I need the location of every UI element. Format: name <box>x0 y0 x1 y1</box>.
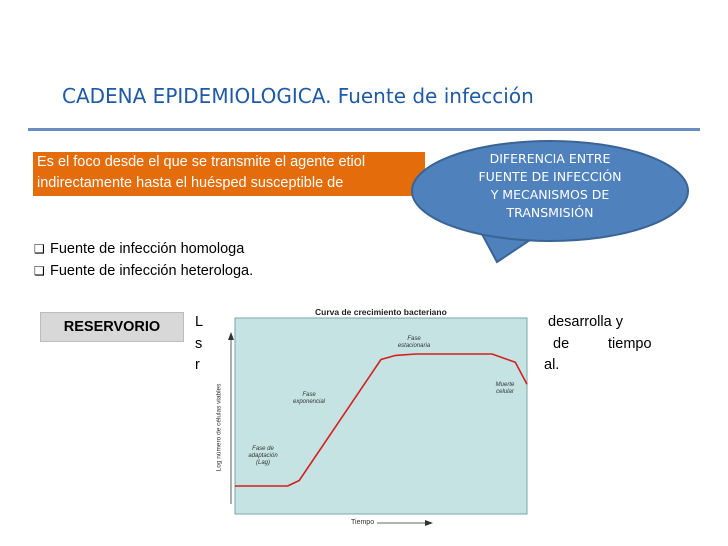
reservorio-text-fragment: tiempo <box>608 336 652 352</box>
callout-line-1: DIFERENCIA ENTRE <box>489 151 611 166</box>
definition-box <box>33 152 425 196</box>
definition-line-1: Es el foco desde el que se transmite el agente etiol <box>37 154 366 170</box>
phase-label-line: estacionaria <box>397 343 431 349</box>
reservorio-text-fragment: desarrolla y <box>548 314 623 330</box>
phase-label-line: Muerte <box>495 382 515 388</box>
callout-line-2: FUENTE DE INFECCIÓN <box>478 169 622 184</box>
callout-line-4: TRANSMISIÓN <box>506 205 594 220</box>
phase-label-line: adaptación <box>248 453 278 459</box>
definition-line-2: indirectamente hasta el huésped susceptible de <box>37 175 344 191</box>
phase-label-stationary <box>389 336 439 350</box>
bullet-text: Fuente de infección homologa <box>50 241 245 257</box>
phase-label-exponential <box>287 392 331 406</box>
chart-title: Curva de crecimiento bacteriano <box>315 307 447 317</box>
callout-line-3: Y MECANISMOS DE <box>490 187 610 202</box>
phase-label-line: Fase de <box>252 446 274 452</box>
plot-background <box>235 318 527 514</box>
title-divider <box>28 128 700 131</box>
reservorio-label: RESERVORIO <box>40 312 184 342</box>
list-item <box>34 238 253 260</box>
reservorio-text-fragment: L <box>195 314 204 330</box>
phase-label-death <box>487 382 523 396</box>
phase-label-line: exponencial <box>292 399 326 405</box>
growth-curve-chart <box>205 304 543 534</box>
phase-label-line: Fase <box>407 336 421 342</box>
reservorio-text-fragment: s <box>195 336 203 352</box>
checkbox-bullet-icon: ❑ <box>34 264 45 278</box>
x-axis-arrow-icon <box>425 520 433 526</box>
phase-label-line: (Lag) <box>255 460 270 466</box>
reservorio-text-fragment: r <box>195 357 200 373</box>
phase-label-line: Fase <box>302 392 316 398</box>
bullet-text: Fuente de infección heterologa. <box>50 263 254 279</box>
chart-y-label: Log número de células viables <box>215 383 223 472</box>
chart-canvas <box>205 304 543 534</box>
list-item <box>34 260 253 282</box>
callout-text <box>450 150 650 222</box>
slide-title: CADENA EPIDEMIOLOGICA. Fuente de infección <box>62 84 534 108</box>
checkbox-bullet-icon: ❑ <box>34 242 45 256</box>
bullet-list <box>34 238 253 282</box>
reservorio-text-fragment: de <box>553 336 570 352</box>
phase-label-line: celular <box>496 389 514 395</box>
y-axis-arrow-icon <box>228 332 234 340</box>
chart-x-label: Tiempo <box>351 519 375 526</box>
reservorio-text-fragment: al. <box>544 357 560 373</box>
phase-label-lag <box>243 446 283 467</box>
